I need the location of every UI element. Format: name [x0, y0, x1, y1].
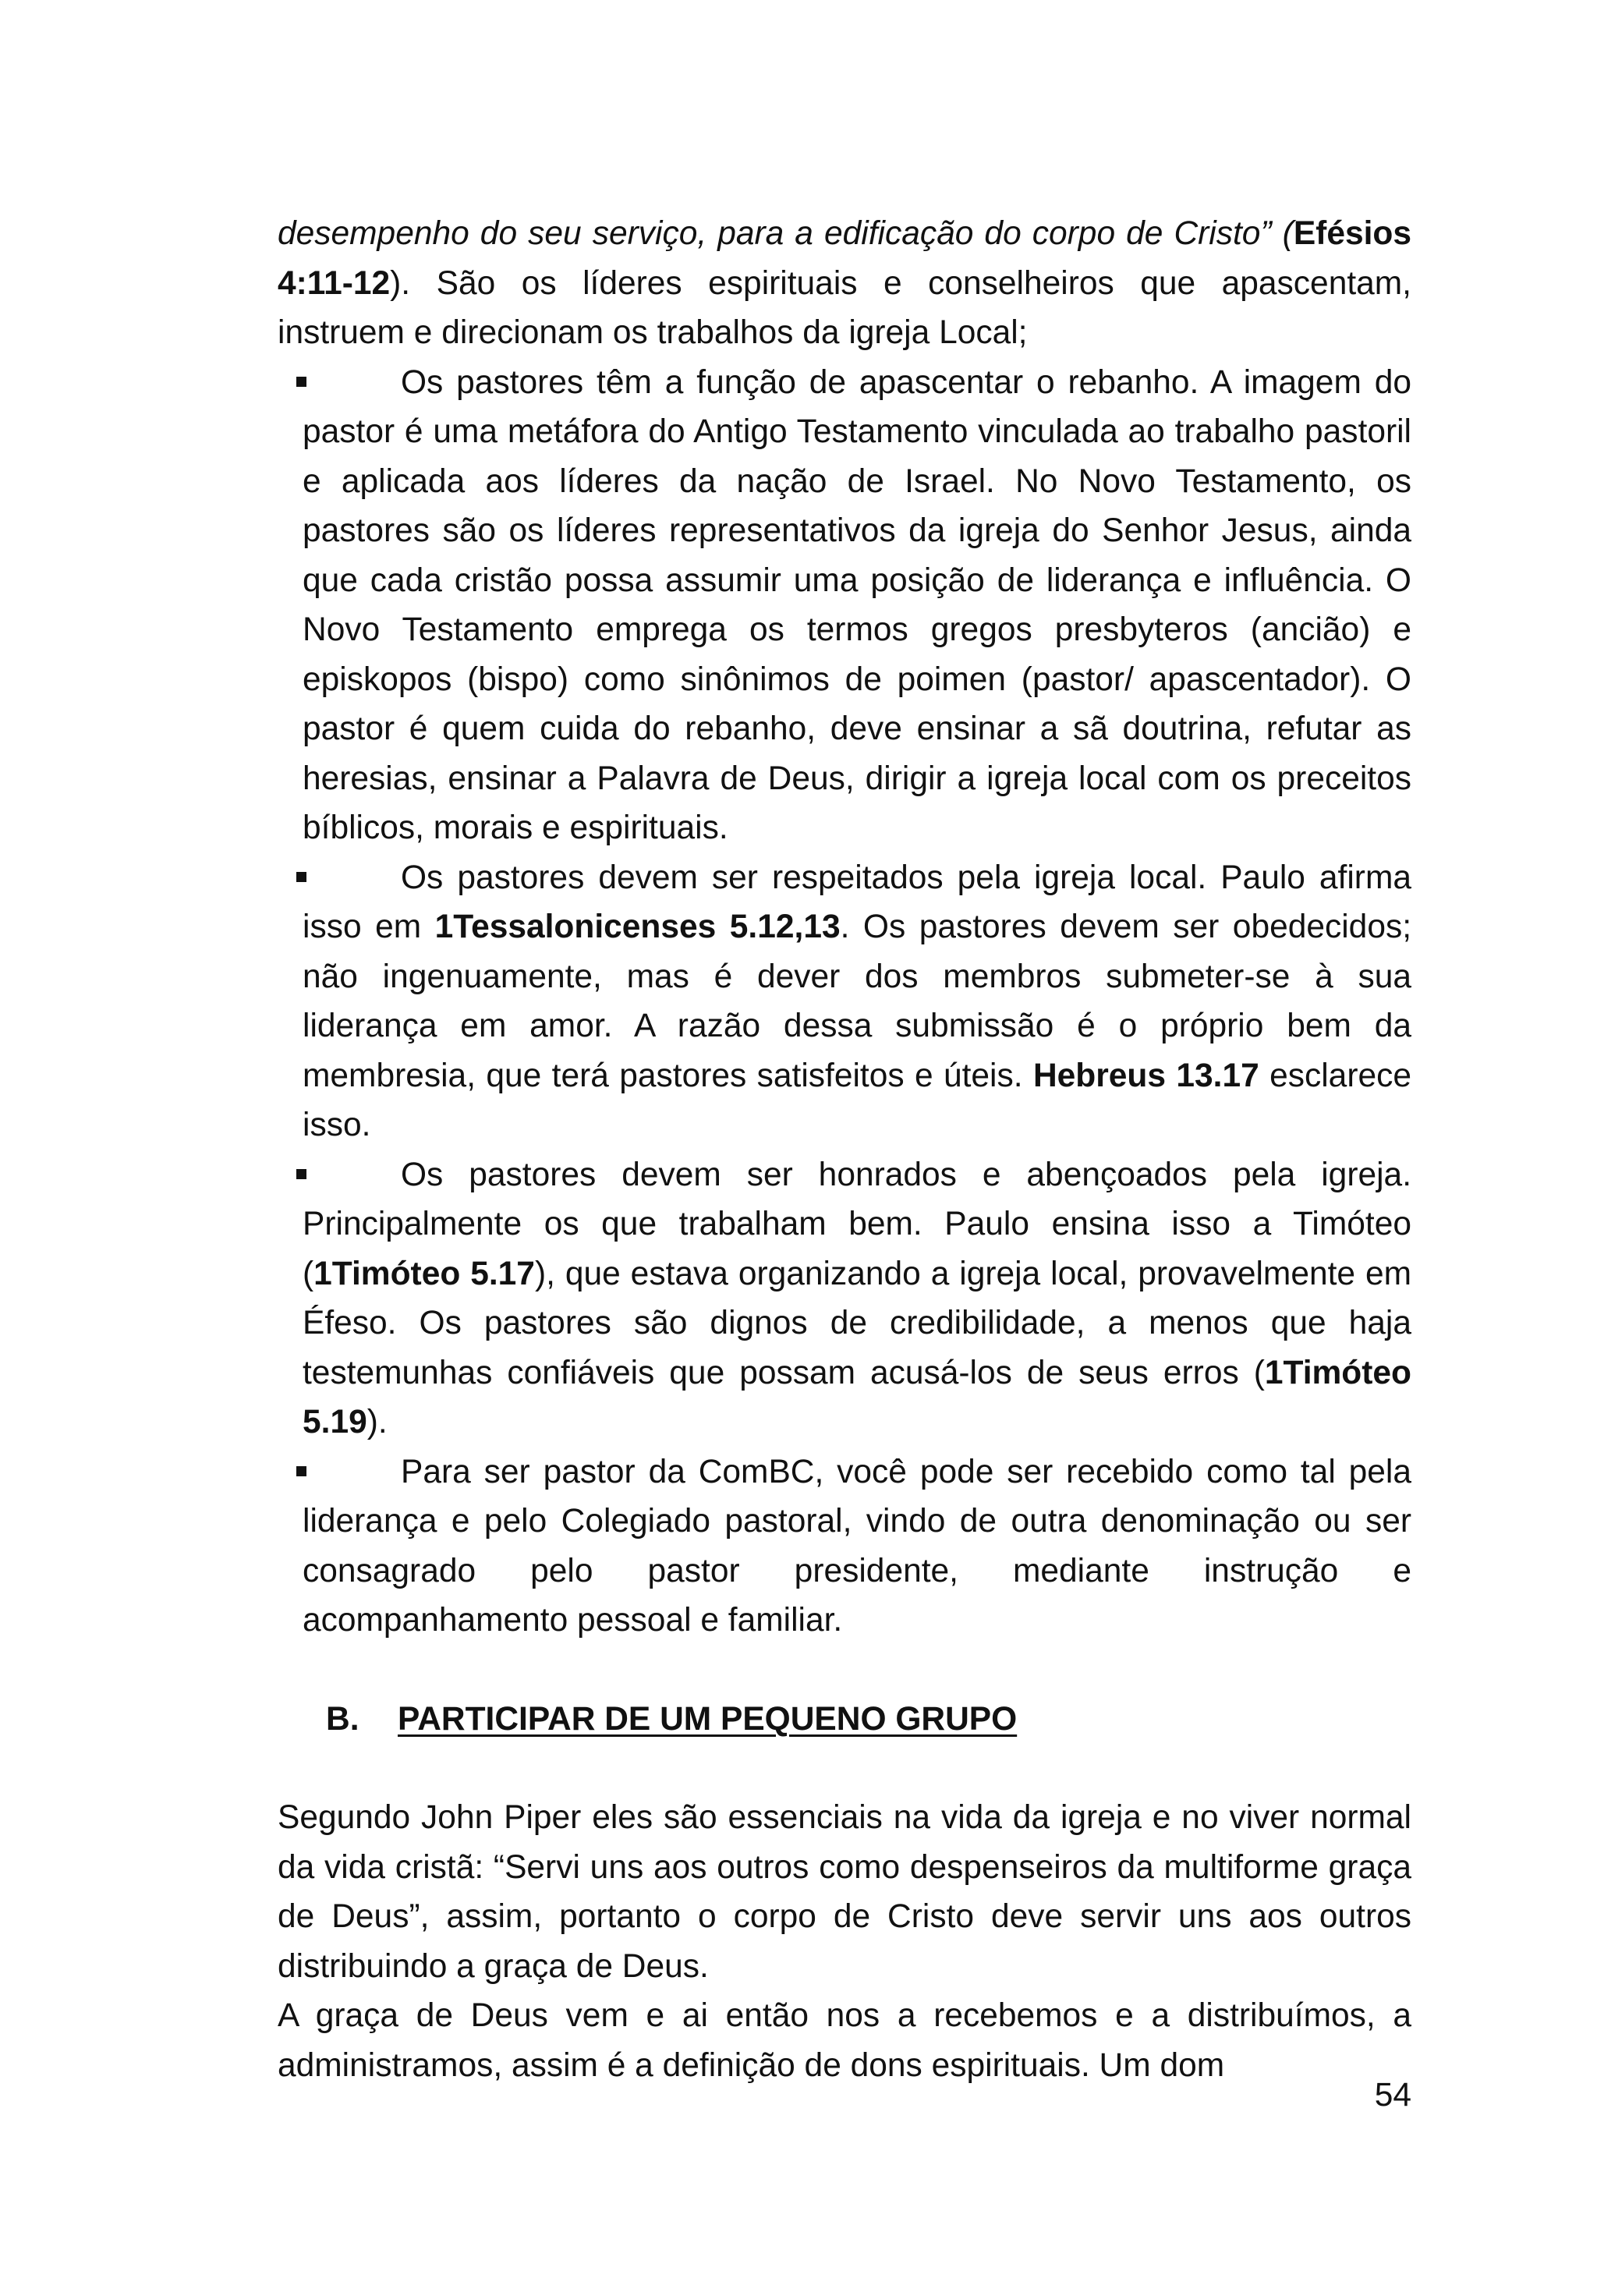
- bullet-text: Os pastores devem ser respeitados pela igreja local. Paulo afirma isso em: [303, 859, 1411, 945]
- bullet-text: ), que estava organizando a igreja local, provavelmente em Éfeso. Os pastores são dignos de credibilidade, a menos que haja testemunhas confiáveis que possam acusá-los de seus erros (: [303, 1255, 1411, 1391]
- square-bullet-icon: [296, 872, 306, 882]
- intro-quote: desempenho do seu serviço, para a edificação do corpo de Cristo” (: [278, 215, 1294, 252]
- bullet-text: ).: [366, 1404, 388, 1440]
- bullet-item-pastor-honor: [303, 1150, 1411, 1447]
- section-title: PARTICIPAR DE UM PEQUENO GRUPO: [398, 1700, 1018, 1738]
- bullet-text: Para ser pastor da ComBC, você pode ser recebido como tal pela liderança e pelo Colegiado pastoral, vindo de outra denominação ou ser consagrado pelo pastor presidente, mediante instrução e acompanhamento pessoal e familiar.: [303, 1453, 1411, 1639]
- intro-paragraph: [278, 209, 1411, 358]
- bullet-text: Os pastores têm a função de apascentar o rebanho. A imagem do pastor é uma metáfora do Antigo Testamento vinculada ao trabalho pastoril e aplicada aos líderes da nação de Israel. No Novo Testamento, os pastores são os líderes representativos da igreja do Senhor Jesus, ainda que cada cristão possa assumir uma posição de liderança e influência. O Novo Testamento emprega os termos gregos presbyteros (ancião) e episkopos (bispo) como sinônimos de poimen (pastor/ apascentador). O pastor é quem cuida do rebanho, deve ensinar a sã doutrina, refutar as heresias, ensinar a Palavra de Deus, dirigir a igreja local com os preceitos bíblicos, morais e espirituais.: [303, 363, 1411, 846]
- document-page: [278, 209, 1411, 2090]
- bullet-text: esclarece isso.: [303, 1057, 1411, 1143]
- bullet-reference: 1Timóteo 5.19: [303, 1354, 1411, 1440]
- bullet-item-pastor-function: [303, 358, 1411, 853]
- square-bullet-icon: [296, 1466, 306, 1476]
- square-bullet-icon: [296, 1169, 306, 1179]
- page-number: 54: [1374, 2077, 1411, 2114]
- bullet-item-pastor-respect: [303, 853, 1411, 1150]
- bullet-item-become-pastor: [303, 1447, 1411, 1646]
- section-heading: [326, 1695, 1411, 1745]
- body-paragraph: A graça de Deus vem e ai então nos a recebemos e a distribuímos, a administramos, assim é a definição de dons espirituais. Um dom: [278, 1997, 1411, 2084]
- intro-text: ). São os líderes espirituais e conselheiros que apascentam, instruem e direcionam os trabalhos da igreja Local;: [278, 264, 1411, 351]
- bullet-text: Os pastores devem ser honrados e abençoados pela igreja. Principalmente os que trabalham bem. Paulo ensina isso a Timóteo (: [303, 1156, 1411, 1292]
- body-paragraph: Segundo John Piper eles são essenciais na vida da igreja e no viver normal da vida cristã: “Servi uns aos outros como despenseiros da multiforme graça de Deus”, assim, portanto o corpo de Cristo deve servir uns aos outros distribuindo a graça de Deus.: [278, 1799, 1411, 1985]
- bullet-reference: 1Tessalonicenses 5.12,13: [434, 909, 841, 945]
- intro-reference: Efésios 4:11-12: [278, 215, 1411, 302]
- bullet-reference: 1Timóteo 5.17: [313, 1255, 535, 1292]
- section-letter: B.: [326, 1700, 359, 1738]
- bullet-text: . Os pastores devem ser obedecidos; não ingenuamente, mas é dever dos membros submeter-se à sua liderança em amor. A razão dessa submissão é o próprio bem da membresia, que terá pastores satisfeitos e úteis.: [303, 909, 1412, 1094]
- bullet-reference: Hebreus 13.17: [1032, 1057, 1259, 1094]
- square-bullet-icon: [296, 377, 306, 387]
